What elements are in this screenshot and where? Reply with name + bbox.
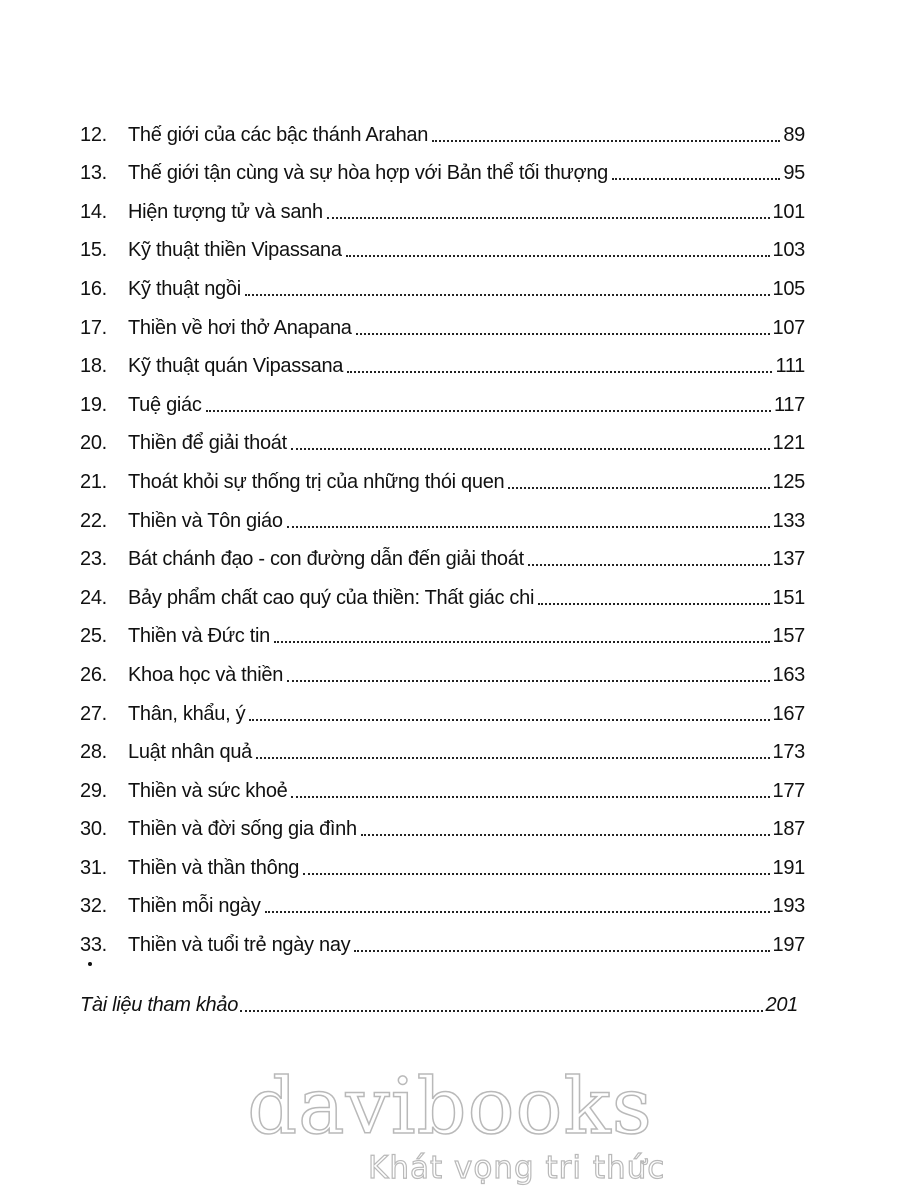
dot-leader	[612, 178, 780, 180]
toc-entry[interactable]	[80, 764, 805, 803]
entry-page-number: 157	[772, 625, 805, 648]
entry-title: Thân, khẩu, ý	[128, 702, 246, 725]
entry-page-number: 163	[772, 663, 805, 686]
dot-leader	[291, 796, 769, 798]
dot-leader	[354, 950, 769, 952]
toc-entry[interactable]	[80, 494, 805, 533]
entry-number: 32.	[80, 895, 107, 918]
entry-page-number: 105	[772, 277, 805, 300]
entry-title: Thiền và thần thông	[128, 856, 300, 879]
dot-leader	[538, 603, 769, 605]
entry-number: 17.	[80, 316, 107, 339]
entry-page-number: 95	[783, 162, 805, 185]
publisher-watermark	[0, 1062, 900, 1186]
toc-entry[interactable]	[80, 841, 805, 880]
entry-title: Kỹ thuật thiền Vipassana	[128, 239, 342, 262]
entry-number: 21.	[80, 470, 107, 493]
entry-title: Kỹ thuật ngồi	[128, 277, 241, 300]
publisher-logo: davibooks	[247, 1062, 653, 1152]
toc-entry[interactable]	[80, 571, 805, 610]
entry-page-number: 111	[775, 355, 805, 378]
entry-number: 26.	[80, 663, 107, 686]
entry-number: 30.	[80, 818, 107, 841]
entry-page-number: 125	[772, 470, 805, 493]
dot-leader	[508, 487, 769, 489]
entry-title: Thiền và Tôn giáo	[128, 509, 283, 532]
toc-entry[interactable]	[80, 455, 805, 494]
entry-page-number: 117	[774, 393, 805, 416]
entry-title: Thiền về hơi thở Anapana	[128, 316, 352, 339]
dot-leader	[245, 294, 770, 296]
entry-title: Kỹ thuật quán Vipassana	[128, 355, 344, 378]
entry-number: 14.	[80, 200, 107, 223]
toc-entry[interactable]	[80, 108, 805, 147]
entry-page-number: 101	[772, 200, 805, 223]
entry-title: Thiền và sức khoẻ	[128, 779, 288, 802]
entry-page-number: 193	[772, 895, 805, 918]
toc-entry[interactable]	[80, 224, 805, 263]
toc-entry[interactable]	[80, 340, 805, 379]
dot-leader	[528, 564, 770, 566]
dot-leader	[291, 448, 770, 450]
dot-leader	[287, 680, 769, 682]
entry-title: Hiện tượng tử và sanh	[128, 200, 323, 223]
toc-entry[interactable]	[80, 417, 805, 456]
dot-leader	[356, 333, 770, 335]
entry-title: Thiền và đời sống gia đình	[128, 818, 357, 841]
toc-entry[interactable]	[80, 880, 805, 919]
entry-number: 16.	[80, 277, 107, 300]
entry-number: 15.	[80, 239, 107, 262]
dot-leader	[287, 526, 770, 528]
dot-leader	[361, 834, 770, 836]
entry-title: Thiền và Đức tin	[128, 625, 270, 648]
toc-entries	[80, 108, 805, 957]
dot-leader	[327, 217, 770, 219]
toc-entry[interactable]	[80, 648, 805, 687]
entry-title: Thoát khỏi sự thống trị của những thói quen	[128, 470, 505, 493]
entry-title: Luật nhân quả	[128, 741, 253, 764]
dot-leader	[346, 255, 770, 257]
dot-leader	[265, 911, 770, 913]
entry-page-number: 151	[772, 586, 805, 609]
dot-leader	[347, 371, 772, 373]
publisher-tagline: Khát vọng tri thức	[368, 1150, 666, 1186]
toc-entry[interactable]	[80, 726, 805, 765]
entry-number: 19.	[80, 393, 107, 416]
entry-page-number: 197	[772, 934, 805, 957]
entry-page-number: 103	[772, 239, 805, 262]
entry-page-number: 173	[772, 741, 805, 764]
dot-leader	[240, 1010, 762, 1012]
entry-title: Khoa học và thiền	[128, 663, 284, 686]
entry-page-number: 191	[772, 856, 805, 879]
table-of-contents	[80, 108, 805, 957]
entry-number: 28.	[80, 741, 107, 764]
entry-page-number: 187	[772, 818, 805, 841]
toc-entry[interactable]	[80, 803, 805, 842]
entry-title: Thiền mỗi ngày	[128, 895, 261, 918]
entry-page-number: 133	[772, 509, 805, 532]
entry-number: 27.	[80, 702, 107, 725]
dot-leader	[274, 641, 770, 643]
entry-title: Thế giới tận cùng và sự hòa hợp với Bản thể tối thượng	[128, 162, 608, 185]
entry-number: 24.	[80, 586, 107, 609]
entry-title: Bát chánh đạo - con đường dẫn đến giải thoát	[128, 548, 524, 571]
toc-entry[interactable]	[80, 918, 805, 957]
dot-leader	[256, 757, 770, 759]
entry-number: 29.	[80, 779, 107, 802]
toc-entry[interactable]	[80, 262, 805, 301]
entry-page-number: 177	[772, 779, 805, 802]
references-title: Tài liệu tham khảo	[80, 994, 239, 1016]
toc-entry[interactable]	[80, 687, 805, 726]
dot-leader	[303, 873, 769, 875]
toc-entry[interactable]	[80, 185, 805, 224]
dot-leader	[249, 719, 769, 721]
entry-title: Thế giới của các bậc thánh Arahan	[128, 123, 429, 146]
toc-entry[interactable]	[80, 533, 805, 572]
entry-number: 18.	[80, 355, 107, 378]
entry-page-number: 137	[772, 548, 805, 571]
entry-title: Bảy phẩm chất cao quý của thiền: Thất giác chi	[128, 586, 535, 609]
toc-entry[interactable]	[80, 378, 805, 417]
entry-number: 12.	[80, 123, 107, 146]
entry-title: Thiền để giải thoát	[128, 432, 287, 455]
toc-entry[interactable]	[80, 301, 805, 340]
entry-number: 33.	[80, 934, 107, 957]
entry-page-number: 89	[783, 123, 805, 146]
toc-entry[interactable]	[80, 147, 805, 186]
entry-title: Tuệ giác	[128, 393, 202, 416]
entry-number: 20.	[80, 432, 107, 455]
entry-title: Thiền và tuổi trẻ ngày nay	[128, 934, 351, 957]
entry-page-number: 167	[772, 702, 805, 725]
dot-leader	[206, 410, 771, 412]
entry-number: 31.	[80, 856, 107, 879]
references-page: 201	[765, 994, 798, 1016]
entry-number: 23.	[80, 548, 107, 571]
toc-entry[interactable]	[80, 610, 805, 649]
entry-page-number: 121	[772, 432, 805, 455]
entry-number: 22.	[80, 509, 107, 532]
toc-entry-references[interactable]	[80, 985, 798, 1017]
entry-number: 25.	[80, 625, 107, 648]
bullet-dot	[88, 962, 92, 966]
entry-page-number: 107	[772, 316, 805, 339]
dot-leader	[432, 140, 780, 142]
entry-number: 13.	[80, 162, 107, 185]
